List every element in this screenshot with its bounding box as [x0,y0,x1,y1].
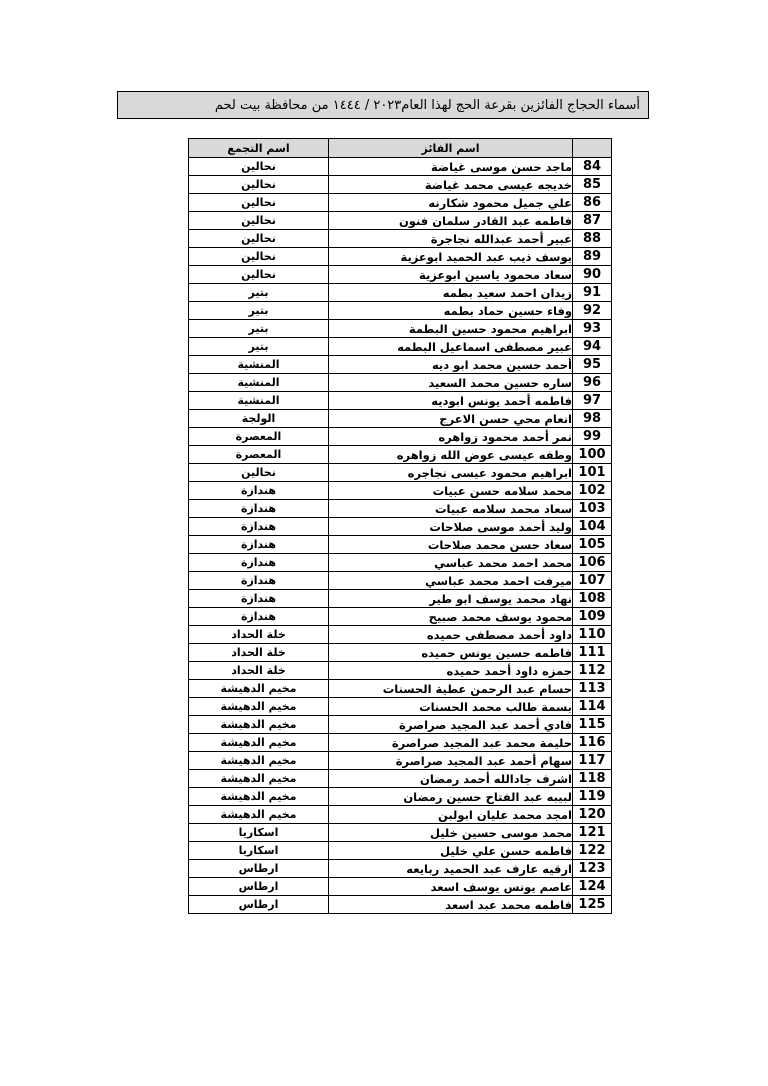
table-row [189,788,612,806]
table-row [189,824,612,842]
gathering-name: مخيم الدهيشة [189,680,329,698]
table-row [189,698,612,716]
gathering-name: مخيم الدهيشة [189,734,329,752]
gathering-name: بتير [189,338,329,356]
winner-name: يوسف ذيب عبد الحميد ابوعزية [329,248,573,266]
table-row [189,662,612,680]
winner-name: ميرفت احمد محمد عباسي [329,572,573,590]
winner-name: ابراهيم محمود حسين البطمة [329,320,573,338]
winner-name: فاطمه حسن علي خليل [329,842,573,860]
row-number: 98 [573,410,612,428]
gathering-name: بتير [189,284,329,302]
row-number: 85 [573,176,612,194]
winner-name: فادي أحمد عبد المجيد صراصرة [329,716,573,734]
header-number [573,139,612,158]
winner-name: فاطمه عبد القادر سلمان فنون [329,212,573,230]
header-gathering-name: اسم التجمع [189,139,329,158]
row-number: 117 [573,752,612,770]
gathering-name: اسكاريا [189,824,329,842]
row-number: 119 [573,788,612,806]
winner-name: سعاد محمود ياسين ابوعزية [329,266,573,284]
gathering-name: المنشية [189,356,329,374]
table-row [189,770,612,788]
winner-name: سعاد حسن محمد صلاحات [329,536,573,554]
row-number: 100 [573,446,612,464]
row-number: 108 [573,590,612,608]
table-row [189,230,612,248]
gathering-name: ارطاس [189,860,329,878]
table-row [189,896,612,914]
gathering-name: هندازة [189,608,329,626]
winner-name: محمد موسى حسين خليل [329,824,573,842]
table-row [189,842,612,860]
table-row [189,428,612,446]
table-row [189,284,612,302]
row-number: 96 [573,374,612,392]
row-number: 125 [573,896,612,914]
table-row [189,374,612,392]
gathering-name: خلة الحداد [189,644,329,662]
table-row [189,878,612,896]
row-number: 103 [573,500,612,518]
row-number: 112 [573,662,612,680]
winner-name: فاطمه حسين يونس حميده [329,644,573,662]
row-number: 113 [573,680,612,698]
row-number: 95 [573,356,612,374]
gathering-name: نحالين [189,464,329,482]
table-header-row [189,139,612,158]
winner-name: بسمة طالب محمد الحسنات [329,698,573,716]
winner-name: ساره حسين محمد السعيد [329,374,573,392]
gathering-name: مخيم الدهيشة [189,806,329,824]
gathering-name: بتير [189,302,329,320]
gathering-name: نحالين [189,176,329,194]
row-number: 99 [573,428,612,446]
row-number: 86 [573,194,612,212]
winner-name: عبير أحمد عبدالله نجاجرة [329,230,573,248]
gathering-name: مخيم الدهيشة [189,716,329,734]
gathering-name: مخيم الدهيشة [189,788,329,806]
table-row [189,680,612,698]
gathering-name: المنشية [189,374,329,392]
table-row [189,446,612,464]
table-row [189,860,612,878]
row-number: 84 [573,158,612,176]
winner-name: ارقيه عارف عبد الحميد ربايعه [329,860,573,878]
gathering-name: هندازة [189,518,329,536]
table-row [189,338,612,356]
winner-name: لبيبه عبد الفتاح حسين رمضان [329,788,573,806]
gathering-name: ارطاس [189,878,329,896]
winner-name: محمد احمد محمد عباسي [329,554,573,572]
row-number: 110 [573,626,612,644]
winner-name: عاصم يونس يوسف اسعد [329,878,573,896]
gathering-name: بتير [189,320,329,338]
gathering-name: اسكاريا [189,842,329,860]
row-number: 104 [573,518,612,536]
table-row [189,536,612,554]
row-number: 91 [573,284,612,302]
row-number: 105 [573,536,612,554]
gathering-name: مخيم الدهيشة [189,752,329,770]
gathering-name: مخيم الدهيشة [189,698,329,716]
row-number: 116 [573,734,612,752]
winner-name: حمزه داود أحمد حميده [329,662,573,680]
table-row [189,410,612,428]
table-row [189,212,612,230]
gathering-name: هندازة [189,482,329,500]
winner-name: علي جميل محمود شكارنه [329,194,573,212]
gathering-name: هندازة [189,590,329,608]
table-row [189,752,612,770]
header-winner-name: اسم الفائز [329,139,573,158]
gathering-name: هندازة [189,554,329,572]
winner-name: ماجد حسن موسى غياضة [329,158,573,176]
table-row [189,626,612,644]
winner-name: ابراهيم محمود عيسى نجاجره [329,464,573,482]
table-body [189,158,612,914]
winner-name: نهاد محمد يوسف ابو طير [329,590,573,608]
table-row [189,644,612,662]
row-number: 102 [573,482,612,500]
table-row [189,176,612,194]
winner-name: داود أحمد مصطفى حميده [329,626,573,644]
table-row [189,806,612,824]
table-row [189,500,612,518]
gathering-name: خلة الحداد [189,626,329,644]
table-row [189,464,612,482]
table-row [189,518,612,536]
row-number: 94 [573,338,612,356]
table-row [189,320,612,338]
winner-name: محمود يوسف محمد صبيح [329,608,573,626]
table-row [189,554,612,572]
winner-name: محمد سلامه حسن عبيات [329,482,573,500]
winner-name: اشرف جادالله أحمد رمضان [329,770,573,788]
gathering-name: المعصرة [189,446,329,464]
winner-name: سهام أحمد عبد المجيد صراصرة [329,752,573,770]
table-row [189,482,612,500]
row-number: 93 [573,320,612,338]
row-number: 101 [573,464,612,482]
row-number: 118 [573,770,612,788]
row-number: 107 [573,572,612,590]
table-row [189,356,612,374]
row-number: 109 [573,608,612,626]
table-row [189,734,612,752]
gathering-name: هندازة [189,536,329,554]
winner-name: فاطمه أحمد يونس ابوديه [329,392,573,410]
row-number: 88 [573,230,612,248]
winner-name: فاطمه محمد عبد اسعد [329,896,573,914]
winner-name: امجد محمد عليان ابولبن [329,806,573,824]
winner-name: وفاء حسين حماد بطمه [329,302,573,320]
gathering-name: الولجة [189,410,329,428]
gathering-name: نحالين [189,248,329,266]
winner-name: حسام عبد الرحمن عطية الحسنات [329,680,573,698]
table-row [189,716,612,734]
table-row [189,572,612,590]
winner-name: عبير مصطفى اسماعيل البطمه [329,338,573,356]
winner-name: حليمة محمد عبد المجيد صراصرة [329,734,573,752]
winner-name: وطفه عيسى عوض الله زواهره [329,446,573,464]
row-number: 92 [573,302,612,320]
table-row [189,302,612,320]
table-row [189,248,612,266]
gathering-name: نحالين [189,266,329,284]
row-number: 111 [573,644,612,662]
table-row [189,392,612,410]
winner-name: أحمد حسين محمد ابو ديه [329,356,573,374]
row-number: 121 [573,824,612,842]
winner-name: زيدان احمد سعيد بطمه [329,284,573,302]
winner-name: نمر أحمد محمود زواهره [329,428,573,446]
gathering-name: نحالين [189,230,329,248]
winner-name: انعام محي حسن الاعرج [329,410,573,428]
row-number: 90 [573,266,612,284]
row-number: 124 [573,878,612,896]
gathering-name: المنشية [189,392,329,410]
row-number: 97 [573,392,612,410]
gathering-name: مخيم الدهيشة [189,770,329,788]
table-row [189,266,612,284]
table-row [189,194,612,212]
gathering-name: نحالين [189,158,329,176]
gathering-name: المعصرة [189,428,329,446]
row-number: 114 [573,698,612,716]
table-row [189,158,612,176]
row-number: 123 [573,860,612,878]
gathering-name: ارطاس [189,896,329,914]
gathering-name: نحالين [189,212,329,230]
winner-name: سعاد محمد سلامه عبيات [329,500,573,518]
row-number: 122 [573,842,612,860]
gathering-name: خلة الحداد [189,662,329,680]
row-number: 115 [573,716,612,734]
winner-name: خديجه عيسى محمد غياضة [329,176,573,194]
gathering-name: هندازة [189,572,329,590]
table-row [189,590,612,608]
gathering-name: نحالين [189,194,329,212]
document-title: أسماء الحجاج الفائزين بقرعة الحج لهذا العام٢٠٢٣ / ١٤٤٤ من محافظة بيت لحم [117,91,649,119]
pilgrims-table [188,138,612,914]
row-number: 87 [573,212,612,230]
row-number: 106 [573,554,612,572]
table-row [189,608,612,626]
winner-name: وليد أحمد موسى صلاحات [329,518,573,536]
gathering-name: هندازة [189,500,329,518]
row-number: 89 [573,248,612,266]
row-number: 120 [573,806,612,824]
